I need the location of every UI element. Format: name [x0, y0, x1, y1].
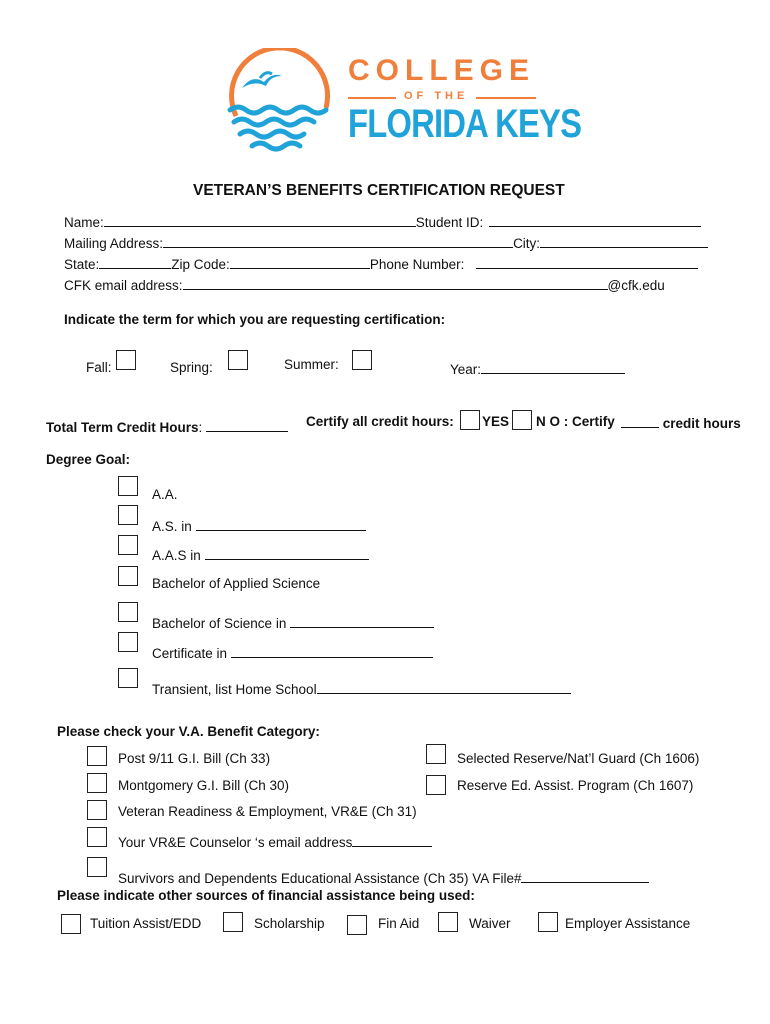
scholarship-checkbox[interactable]: [223, 912, 243, 932]
total-credits-field[interactable]: [206, 418, 288, 432]
degree-bas-checkbox[interactable]: [118, 566, 138, 586]
form-title: VETERAN’S BENEFITS CERTIFICATION REQUEST: [193, 182, 565, 199]
email-field[interactable]: [183, 276, 608, 290]
degree-as-field[interactable]: [196, 517, 366, 531]
certify-no-checkbox[interactable]: [512, 410, 532, 430]
year-row: [450, 360, 625, 377]
certify-all-label: Certify all credit hours:: [306, 414, 454, 429]
degree-bs-checkbox[interactable]: [118, 602, 138, 622]
degree-bas-label: Bachelor of Applied Science: [152, 576, 321, 591]
zip-label: Zip Code:: [171, 257, 230, 272]
state-field[interactable]: [99, 255, 171, 269]
row-name: [64, 213, 701, 230]
email-suffix: @cfk.edu: [607, 278, 665, 293]
benefit-counselor-checkbox[interactable]: [87, 827, 107, 847]
degree-aas-label: A.A.S in: [152, 548, 201, 563]
degree-transient-label: Transient, list Home School: [152, 682, 317, 697]
benefit-ch33-checkbox[interactable]: [87, 746, 107, 766]
credit-hours-label: credit hours: [662, 416, 741, 431]
degree-aa-checkbox[interactable]: [118, 476, 138, 496]
degree-goal-label: Degree Goal:: [46, 452, 131, 467]
fin-aid-label: Fin Aid: [378, 916, 420, 931]
benefit-ch35-label: Survivors and Dependents Educational Assistance (Ch 35) VA File#: [118, 871, 522, 886]
student-id-label: Student ID:: [415, 215, 484, 230]
other-assistance-label: Please indicate other sources of financial assistance being used:: [57, 888, 475, 903]
counselor-email-field[interactable]: [352, 833, 432, 847]
row-mailing: [64, 234, 708, 251]
tuition-assist-checkbox[interactable]: [61, 914, 81, 934]
logo-ofthe-text: OF THE: [404, 90, 469, 102]
row-state: [64, 255, 698, 272]
year-label: Year:: [450, 362, 482, 377]
benefit-ch1607-label: Reserve Ed. Assist. Program (Ch 1607): [457, 778, 694, 793]
waiver-label: Waiver: [469, 916, 511, 931]
name-label: Name:: [64, 215, 104, 230]
benefit-ch33-label: Post 9/11 G.I. Bill (Ch 33): [118, 751, 271, 766]
certify-hours-row: [621, 414, 741, 431]
benefit-category-label: Please check your V.A. Benefit Category:: [57, 724, 320, 739]
va-file-field[interactable]: [521, 869, 649, 883]
college-logo: [222, 48, 582, 160]
employer-assistance-label: Employer Assistance: [565, 916, 691, 931]
degree-aas-field[interactable]: [205, 546, 369, 560]
benefit-ch30-label: Montgomery G.I. Bill (Ch 30): [118, 778, 290, 793]
benefit-ch35-checkbox[interactable]: [87, 857, 107, 877]
fin-aid-checkbox[interactable]: [347, 915, 367, 935]
degree-cert-row: [152, 644, 433, 661]
fall-checkbox[interactable]: [116, 350, 136, 370]
degree-as-checkbox[interactable]: [118, 505, 138, 525]
degree-bs-field[interactable]: [290, 614, 434, 628]
email-label: CFK email address:: [64, 278, 183, 293]
waiver-checkbox[interactable]: [438, 912, 458, 932]
mailing-field[interactable]: [163, 234, 513, 248]
fall-label: Fall:: [86, 360, 112, 375]
benefit-counselor-row: [118, 833, 432, 850]
benefit-ch31-label: Veteran Readiness & Employment, VR&E (Ch 31): [118, 804, 417, 819]
state-label: State:: [64, 257, 100, 272]
yes-label: YES: [482, 414, 510, 429]
benefit-ch1606-checkbox[interactable]: [426, 744, 446, 764]
logo-emblem-icon: [222, 48, 334, 160]
summer-checkbox[interactable]: [352, 350, 372, 370]
benefit-ch35-row: [118, 869, 649, 886]
name-field[interactable]: [104, 213, 416, 227]
city-field[interactable]: [540, 234, 708, 248]
degree-aas-row: [152, 546, 369, 563]
student-id-field[interactable]: [489, 213, 701, 227]
total-credits-label: Total Term Credit Hours: [46, 420, 199, 435]
degree-transient-checkbox[interactable]: [118, 668, 138, 688]
degree-cert-label: Certificate in: [152, 646, 228, 661]
benefit-ch1606-label: Selected Reserve/Nat’l Guard (Ch 1606): [457, 751, 700, 766]
degree-bs-row: [152, 614, 434, 631]
certify-yes-checkbox[interactable]: [460, 410, 480, 430]
summer-label: Summer:: [284, 357, 339, 372]
spring-label: Spring:: [170, 360, 213, 375]
phone-label: Phone Number:: [369, 257, 465, 272]
logo-floridakeys-text: FLORIDA KEYS: [348, 102, 582, 146]
degree-aas-checkbox[interactable]: [118, 535, 138, 555]
zip-field[interactable]: [230, 255, 370, 269]
certify-hours-field[interactable]: [621, 414, 659, 428]
mailing-label: Mailing Address:: [64, 236, 164, 251]
term-prompt: Indicate the term for which you are requesting certification:: [64, 312, 446, 327]
total-credits-colon: :: [198, 420, 203, 435]
degree-cert-field[interactable]: [231, 644, 433, 658]
degree-cert-checkbox[interactable]: [118, 632, 138, 652]
benefit-ch30-checkbox[interactable]: [87, 773, 107, 793]
no-certify-label: N O : Certify: [536, 414, 615, 429]
degree-bs-label: Bachelor of Science in: [152, 616, 287, 631]
degree-transient-field[interactable]: [317, 680, 571, 694]
benefit-counselor-label: Your VR&E Counselor ‘s email address: [118, 835, 353, 850]
year-field[interactable]: [481, 360, 625, 374]
tuition-assist-label: Tuition Assist/EDD: [90, 916, 202, 931]
benefit-ch1607-checkbox[interactable]: [426, 775, 446, 795]
degree-as-row: [152, 517, 366, 534]
city-label: City:: [513, 236, 541, 251]
degree-transient-row: [152, 680, 571, 697]
credits-row: [46, 418, 288, 435]
degree-as-label: A.S. in: [152, 519, 192, 534]
row-email: [64, 276, 665, 293]
degree-aa-label: A.A.: [152, 487, 178, 502]
scholarship-label: Scholarship: [254, 916, 325, 931]
spring-checkbox[interactable]: [228, 350, 248, 370]
benefit-ch31-checkbox[interactable]: [87, 800, 107, 820]
logo-college-text: COLLEGE: [348, 54, 536, 87]
employer-assistance-checkbox[interactable]: [538, 912, 558, 932]
phone-field[interactable]: [476, 255, 698, 269]
